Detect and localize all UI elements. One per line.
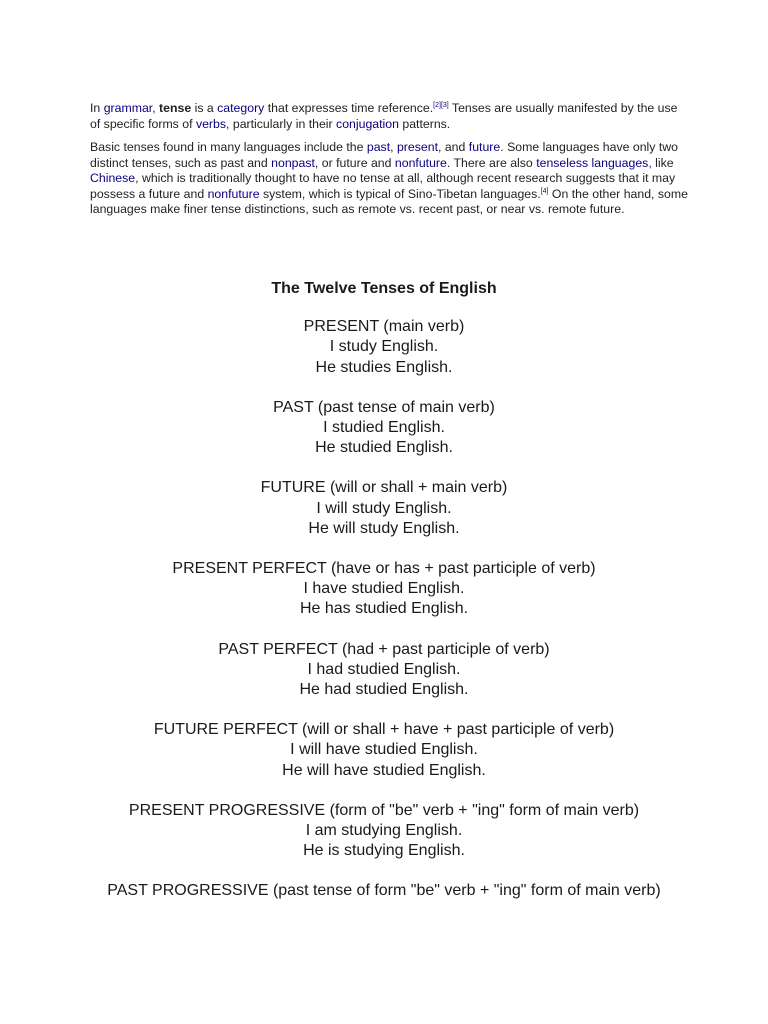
text-run: . There are also <box>446 155 537 170</box>
text-run: , and <box>438 140 469 154</box>
text-run: , <box>390 140 397 154</box>
tense-block <box>100 640 668 701</box>
text-run: , <box>152 101 160 115</box>
example-sentence-he: He will have studied English. <box>282 761 486 779</box>
link-nonfuture[interactable]: nonfuture <box>394 155 447 170</box>
text-run: , like <box>648 155 674 170</box>
text-run: , or future and <box>314 155 395 170</box>
link-past[interactable]: past <box>366 140 391 154</box>
link-nonfuture[interactable]: nonfuture <box>207 186 260 201</box>
link-grammar[interactable]: grammar <box>103 101 153 115</box>
tense-list <box>100 317 668 901</box>
link-chinese[interactable]: Chinese <box>90 171 136 185</box>
citation-ref[interactable]: [4] <box>540 187 549 195</box>
example-sentence-i: I will study English. <box>316 499 452 517</box>
tense-heading: PRESENT PERFECT (have or has + past participle of verb) <box>172 560 596 578</box>
example-sentence-he: He will study English. <box>308 519 460 537</box>
text-run: system, which is typical of Sino-Tibetan languages. <box>259 186 541 201</box>
example-sentence-i: I have studied English. <box>303 580 465 598</box>
text-run: is a <box>191 101 218 115</box>
tense-block <box>100 881 668 901</box>
tense-block <box>100 801 668 862</box>
text-run: On the other hand, some languages make finer tense distinctions, such as remote vs. recent past, or near vs. remote future. <box>90 186 688 216</box>
example-sentence-he: He had studied English. <box>299 681 469 699</box>
tense-heading: FUTURE (will or shall + main verb) <box>260 479 508 497</box>
example-sentence-i: I studied English. <box>323 419 445 437</box>
tense-block <box>100 559 668 620</box>
tense-heading: PRESENT PROGRESSIVE (form of "be" verb + "ing" form of main verb) <box>128 801 640 819</box>
tense-block <box>100 478 668 539</box>
link-conjugation[interactable]: conjugation <box>336 116 399 131</box>
text-run: . Some languages have only two distinct tenses, such as past and <box>90 140 678 170</box>
text-run: patterns. <box>398 116 451 131</box>
tense-block <box>100 720 668 781</box>
section-title: The Twelve Tenses of English <box>271 280 497 297</box>
link-present[interactable]: present <box>396 140 438 154</box>
intro-paragraph-2 <box>90 140 690 218</box>
example-sentence-he: He studied English. <box>315 439 453 457</box>
tenses-section <box>100 279 668 922</box>
text-run: Tenses are usually manifested by the use of specific forms of <box>90 101 678 131</box>
text-run: , which is traditionally thought to have no tense at all, although recent research suggests that it may possess a future and <box>90 171 676 201</box>
link-category[interactable]: category <box>217 101 265 115</box>
tense-heading: PAST PERFECT (had + past participle of verb) <box>218 640 550 658</box>
tense-heading: FUTURE PERFECT (will or shall + have + past participle of verb) <box>153 721 615 739</box>
tense-block <box>100 398 668 459</box>
citation-ref[interactable]: [2][3] <box>433 101 449 109</box>
text-run: that expresses time reference. <box>264 101 434 115</box>
example-sentence-i: I had studied English. <box>307 660 461 678</box>
intro-paragraph-1 <box>90 101 690 132</box>
example-sentence-he: He is studying English. <box>303 842 465 860</box>
example-sentence-he: He has studied English. <box>299 600 469 618</box>
text-run: In <box>90 101 104 115</box>
tense-heading: PRESENT (main verb) <box>303 318 465 336</box>
tense-block <box>100 317 668 378</box>
link-tenseless-languages[interactable]: tenseless languages <box>536 155 649 170</box>
example-sentence-he: He studies English. <box>315 358 453 376</box>
tense-heading: PAST PROGRESSIVE (past tense of form "be" verb + "ing" form of main verb) <box>107 882 661 900</box>
link-future[interactable]: future <box>468 140 501 154</box>
link-nonpast[interactable]: nonpast <box>271 155 315 170</box>
example-sentence-i: I will have studied English. <box>290 741 478 759</box>
example-sentence-i: I study English. <box>329 338 439 356</box>
tense-heading: PAST (past tense of main verb) <box>273 398 495 416</box>
link-verbs[interactable]: verbs <box>195 116 227 131</box>
text-run: , particularly in their <box>226 116 337 131</box>
text-run: Basic tenses found in many languages include the <box>90 140 367 154</box>
example-sentence-i: I am studying English. <box>305 822 463 840</box>
bold-term: tense <box>159 101 192 115</box>
